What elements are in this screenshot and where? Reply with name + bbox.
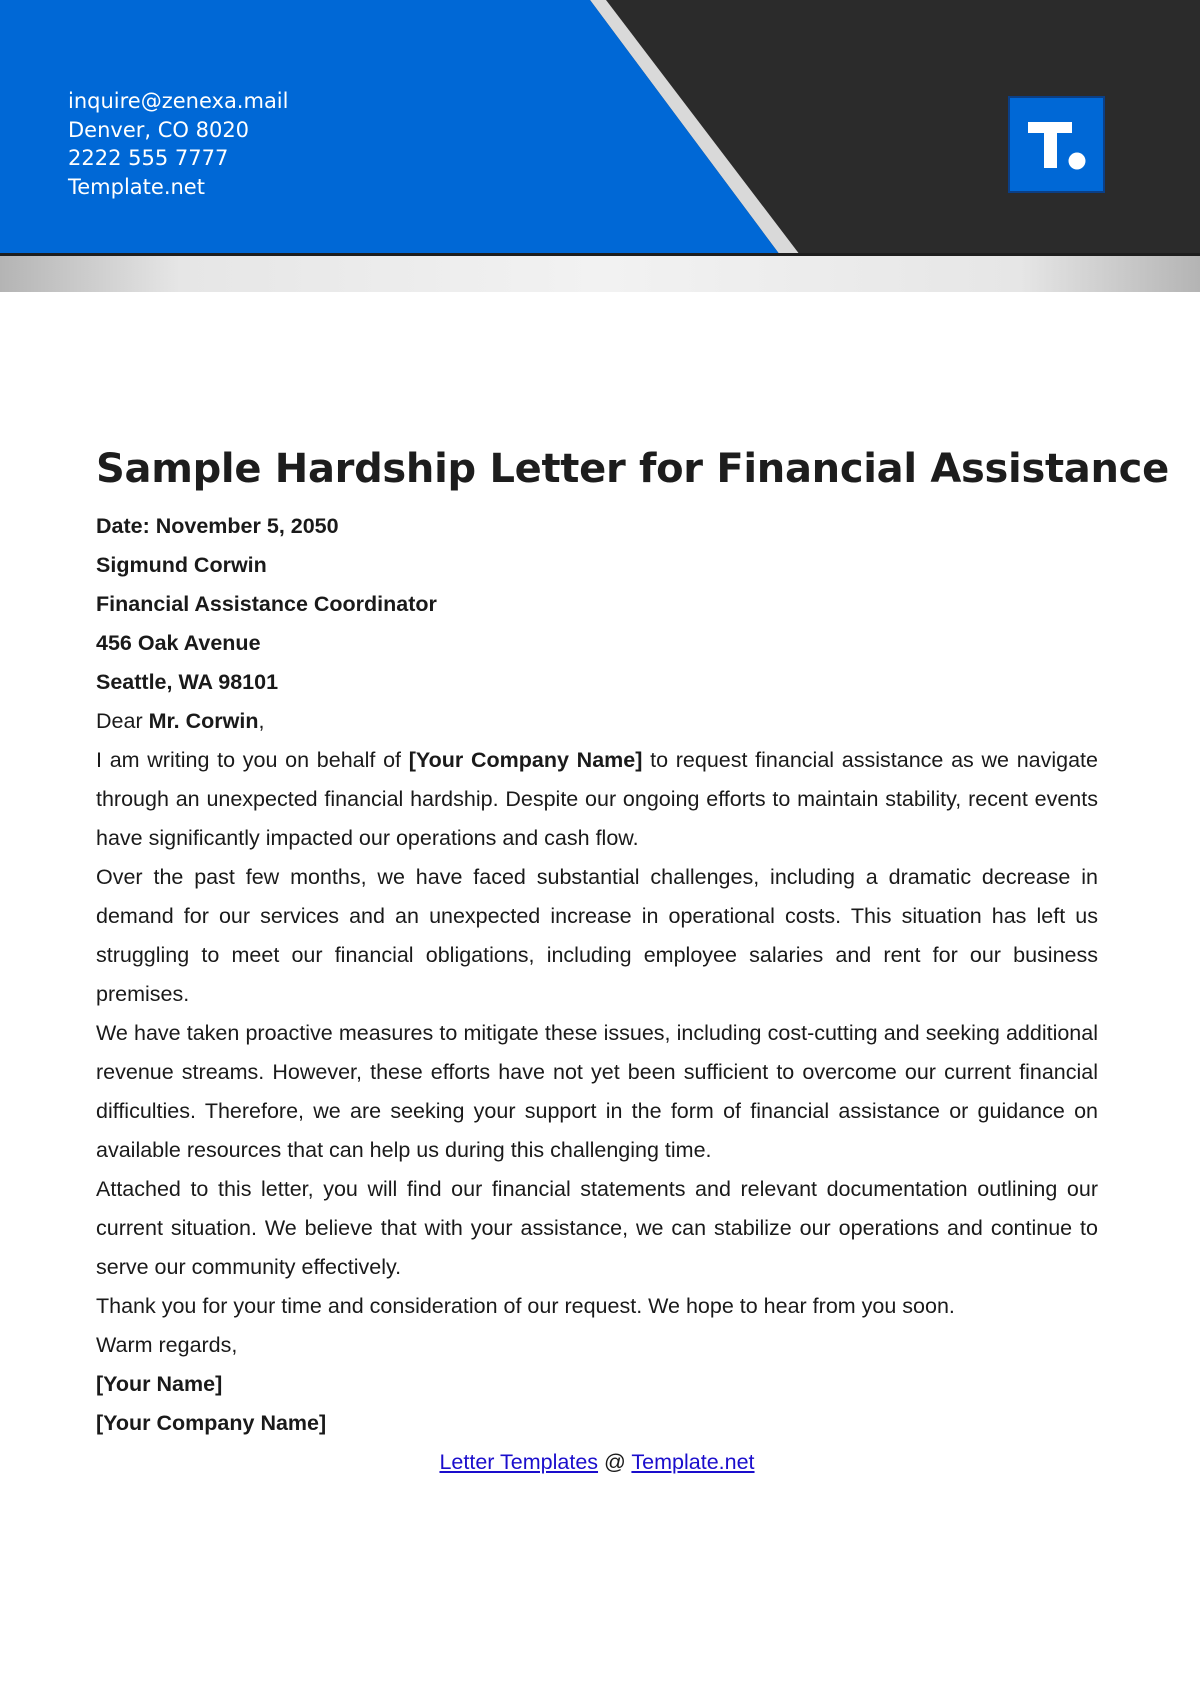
letter-date: Date: November 5, 2050 — [96, 514, 339, 538]
contact-phone: 2222 555 7777 — [68, 146, 229, 170]
contact-website: Template.net — [68, 174, 205, 199]
template-net-link[interactable]: Template.net — [631, 1450, 755, 1474]
sender-name: [Your Name] — [96, 1372, 223, 1396]
salutation-prefix: Dear — [96, 709, 149, 733]
company-name-placeholder: [Your Company Name] — [408, 748, 643, 772]
recipient-name: Sigmund Corwin — [96, 553, 267, 577]
paragraph-5: Thank you for your time and consideration of our request. We hope to hear from you soon. — [96, 1294, 955, 1318]
contact-block — [68, 87, 288, 201]
paragraph-4: Attached to this letter, you will find our financial statements and relevant documentation outlining our current situation. We believe that with your assistance, we can stabilize our operations and continue to serve our community effectively. — [96, 1177, 1098, 1279]
footer-credit — [96, 1443, 1098, 1482]
sender-company: [Your Company Name] — [96, 1411, 327, 1435]
company-logo — [1008, 96, 1105, 193]
logo-t-icon — [1010, 98, 1103, 191]
recipient-city: Seattle, WA 98101 — [96, 670, 279, 694]
salutation-suffix: , — [258, 709, 265, 733]
silver-band — [0, 256, 1200, 292]
contact-address: Denver, CO 8020 — [68, 117, 250, 142]
recipient-street: 456 Oak Avenue — [96, 631, 261, 655]
salutation-name: Mr. Corwin — [148, 709, 259, 733]
paragraph-2: Over the past few months, we have faced substantial challenges, including a dramatic decrease in demand for our services and an unexpected increase in operational costs. This situation has left us struggling to meet our financial obligations, including employee salaries and rent for our business premises. — [96, 865, 1098, 1006]
header-divider — [0, 253, 1200, 256]
recipient-title: Financial Assistance Coordinator — [96, 592, 437, 616]
header-banner — [0, 0, 1200, 292]
footer-separator: @ — [598, 1450, 632, 1474]
paragraph-1-start: I am writing to you on behalf of — [96, 748, 409, 772]
letter-body — [96, 438, 1169, 1482]
contact-email: inquire@zenexa.mail — [68, 89, 289, 113]
letter-templates-link[interactable]: Letter Templates — [439, 1450, 599, 1474]
letter-title: Sample Hardship Letter for Financial Assistance — [96, 446, 1169, 492]
salutation — [96, 702, 1098, 741]
paragraph-1 — [96, 741, 1098, 858]
paragraph-3: We have taken proactive measures to mitigate these issues, including cost-cutting and seeking additional revenue streams. However, these efforts have not yet been sufficient to overcome our current financial difficulties. Therefore, we are seeking your support in the form of financial assistance or guidance on available resources that can help us during this challenging time. — [96, 1021, 1098, 1162]
paragraph-1-end: to request financial assistance as we navigate through an unexpected financial hardship. Despite our ongoing efforts to maintain stability, recent events have significantly impacted our operations and cash flow. — [96, 748, 1098, 850]
closing: Warm regards, — [96, 1333, 238, 1357]
